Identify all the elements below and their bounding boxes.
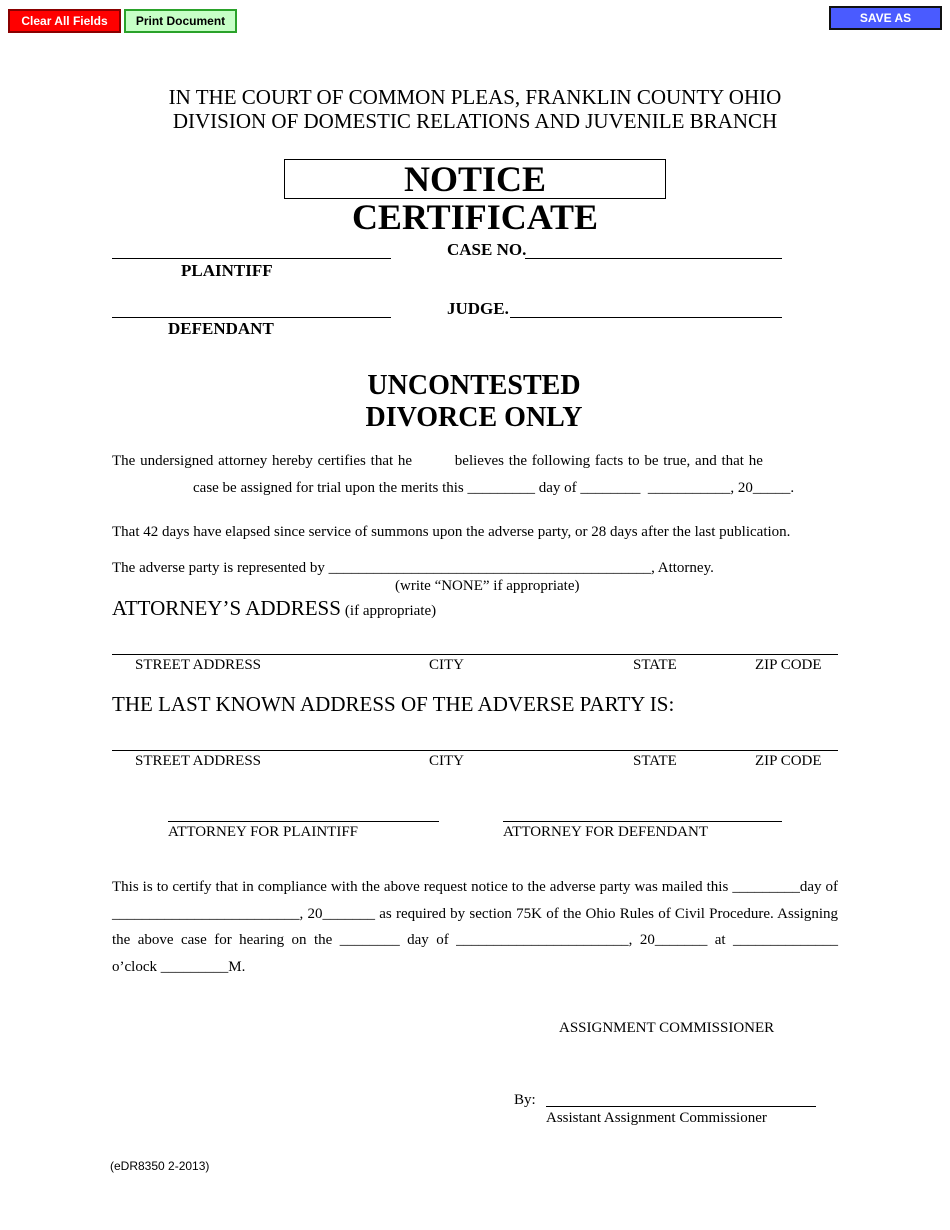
print-document-button[interactable]: Print Document	[124, 9, 237, 33]
attorney-city-label: CITY	[429, 657, 464, 673]
adverse-street-label: STREET ADDRESS	[135, 753, 261, 769]
form-id: (eDR8350 2-2013)	[110, 1159, 210, 1173]
commissioner-signature-field[interactable]	[546, 1106, 816, 1107]
attorney-street-label: STREET ADDRESS	[135, 657, 261, 673]
defendant-label: DEFENDANT	[168, 319, 274, 338]
case-no-label: CASE NO.	[447, 240, 527, 259]
certification-line-1: The undersigned attorney hereby certifies that he believes the following facts to be true, and that he	[112, 453, 763, 469]
case-no-field[interactable]	[525, 258, 782, 259]
by-label: By:	[514, 1092, 536, 1108]
save-as-button[interactable]: SAVE AS	[829, 6, 942, 30]
adverse-address-field[interactable]	[112, 750, 838, 751]
clear-all-fields-button[interactable]: Clear All Fields	[8, 9, 121, 33]
subtitle-uncontested: UNCONTESTED	[367, 370, 581, 401]
elapsed-statement: That 42 days have elapsed since service of summons upon the adverse party, or 28 days after the last publication.	[112, 524, 791, 540]
court-division-line: DIVISION OF DOMESTIC RELATIONS AND JUVENILE BRANCH	[172, 109, 778, 133]
plaintiff-attorney-label: ATTORNEY FOR PLAINTIFF	[168, 824, 359, 840]
plaintiff-name-field[interactable]	[112, 258, 391, 259]
attorney-address-note: (if appropriate)	[344, 603, 437, 619]
certification-line-2: case be assigned for trial upon the merits this _________ day of ________ ___________, 20_____.	[193, 480, 795, 496]
assistant-commissioner-label: Assistant Assignment Commissioner	[546, 1110, 767, 1126]
court-name-line: IN THE COURT OF COMMON PLEAS, FRANKLIN COUNTY OHIO	[168, 85, 782, 109]
attorney-address-title: ATTORNEY’S ADDRESS	[112, 596, 341, 620]
judge-field[interactable]	[510, 317, 782, 318]
judge-label: JUDGE.	[447, 299, 509, 318]
defendant-attorney-label: ATTORNEY FOR DEFENDANT	[503, 824, 709, 840]
adverse-address-heading: THE LAST KNOWN ADDRESS OF THE ADVERSE PARTY IS:	[112, 692, 675, 716]
represented-by-line: The adverse party is represented by ___________________________________________, Attorney.	[112, 560, 714, 576]
plaintiff-label: PLAINTIFF	[181, 261, 273, 280]
defendant-attorney-signature-field[interactable]	[503, 821, 782, 822]
assignment-commissioner-title: ASSIGNMENT COMMISSIONER	[559, 1020, 775, 1036]
defendant-name-field[interactable]	[112, 317, 391, 318]
plaintiff-attorney-signature-field[interactable]	[168, 821, 439, 822]
adverse-zip-label: ZIP CODE	[755, 753, 822, 769]
attorney-address-field[interactable]	[112, 654, 838, 655]
attorney-state-label: STATE	[633, 657, 677, 673]
adverse-state-label: STATE	[633, 753, 677, 769]
document-title: NOTICE CERTIFICATE	[284, 159, 666, 199]
subtitle-divorce-only: DIVORCE ONLY	[365, 402, 583, 433]
attorney-address-heading	[112, 596, 436, 621]
attorney-zip-label: ZIP CODE	[755, 657, 822, 673]
compliance-paragraph: This is to certify that in compliance with the above request notice to the adverse party was mailed this _________day of _________________________, 20_______ as required by section 75K of the Ohio Rules of Civil Procedure. Assigning the above case for hearing on the ________ day of _______________________, 20_______ at ______________ o’clock _________M.	[112, 879, 838, 976]
write-none-note: (write “NONE” if appropriate)	[395, 578, 580, 594]
adverse-city-label: CITY	[429, 753, 464, 769]
